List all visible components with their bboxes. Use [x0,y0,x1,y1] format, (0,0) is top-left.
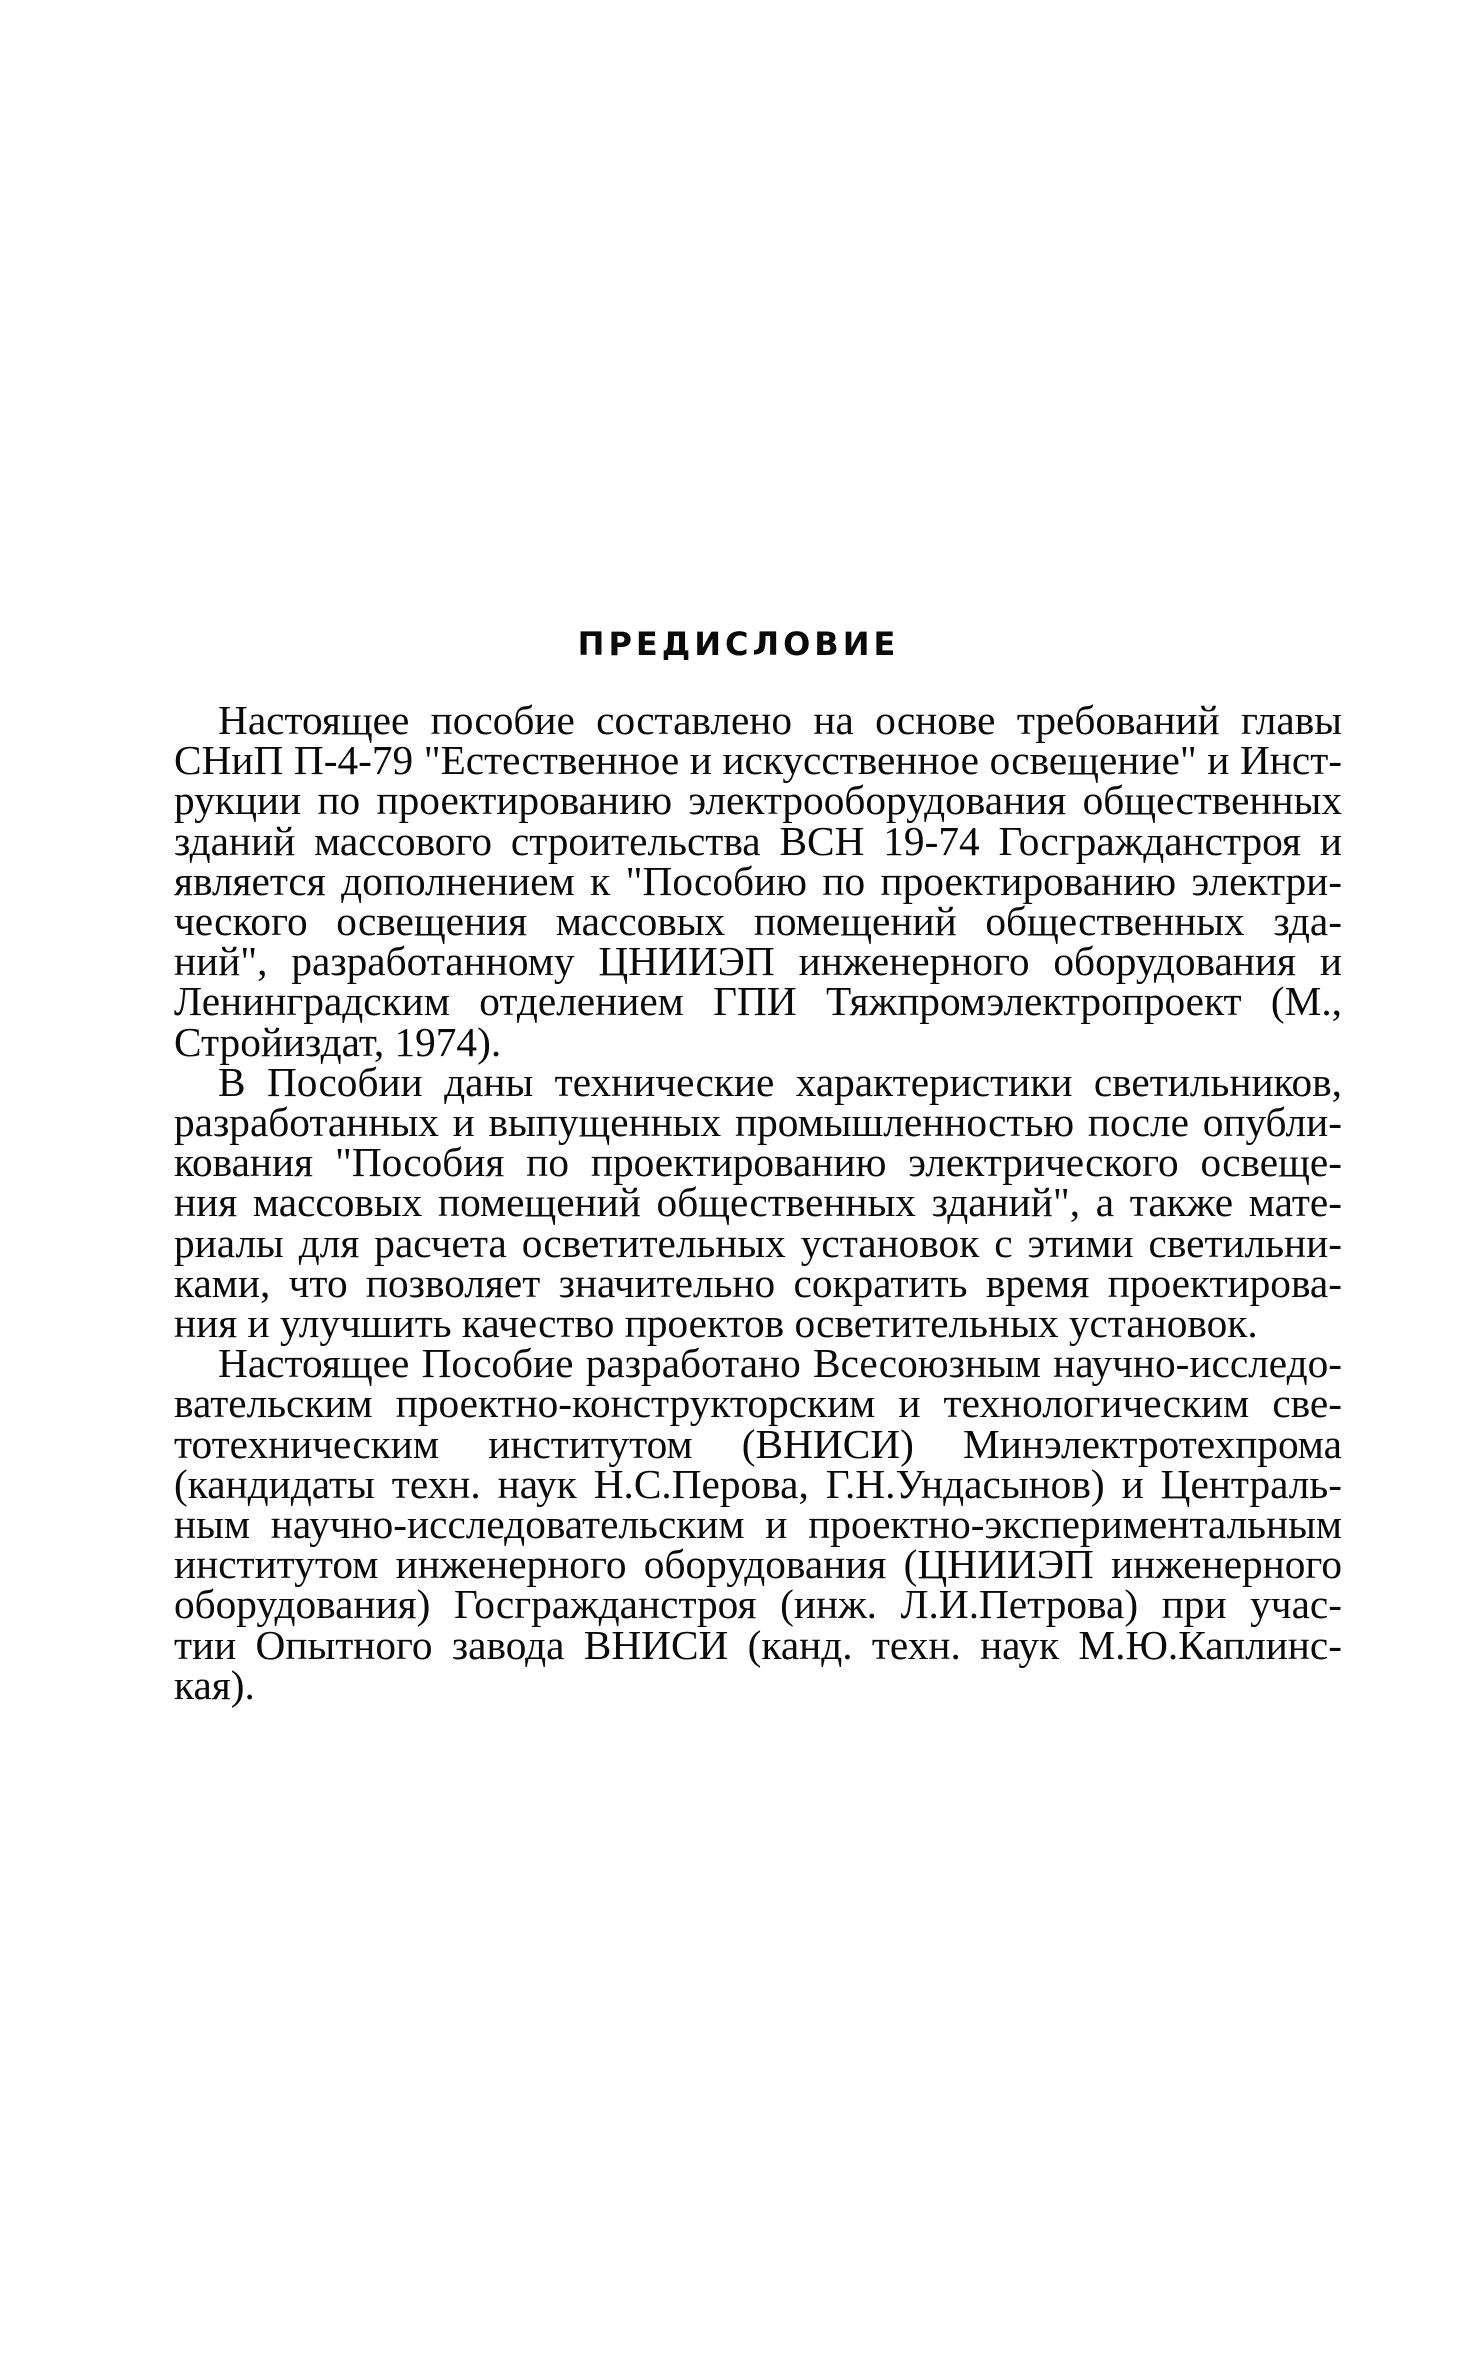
paragraph-3-line-4: (кандидаты техн. наук Н.С.Перова, Г.Н.Ундасынов) и Централь- [174,1460,1342,1507]
paragraph-2-line-1: В Пособии даны технические характеристики светильников, [218,1058,1342,1105]
paragraph-1-line-3: рукции по проектированию электрооборудования общественных [174,777,1342,824]
paragraph-3-line-9: кая). [174,1661,255,1708]
paragraph-2-line-5: риалы для расчета осветительных установок с этими светильни- [174,1219,1342,1266]
paragraph-3-line-2: вательским проектно-конструкторским и технологическим све- [174,1380,1342,1427]
paragraph-1-line-6: ческого освещения массовых помещений общественных зда- [174,898,1342,945]
paragraph-1-line-9: Стройиздат, 1974). [174,1018,502,1065]
paragraph-1-line-1: Настоящее пособие составлено на основе требований главы [218,697,1342,743]
paragraph-1-line-8: Ленинградским отделением ГПИ Тяжпромэлектропроект (М., [174,978,1342,1025]
paragraph-3-line-7: оборудования) Госгражданстроя (инж. Л.И.Петрова) при учас- [174,1581,1342,1628]
paragraph-1-line-2: СНиП П-4-79 "Естественное и искусственное освещение" и Инст- [174,737,1342,784]
paragraph-2-line-4: ния массовых помещений общественных зданий", а также мате- [174,1179,1342,1226]
paragraph-1-line-5: является дополнением к "Пособию по проектированию электри- [174,857,1342,904]
paragraph-2-line-2: разработанных и выпущенных промышленностью после опубли- [174,1099,1342,1146]
paragraph-3-line-6: институтом инженерного оборудования (ЦНИИЭП инженерного [174,1541,1342,1588]
paragraph-3-line-3: тотехническим институтом (ВНИСИ) Минэлектротехпрома [174,1420,1342,1467]
paragraph-2-line-3: кования "Пособия по проектированию электрического освеще- [174,1139,1342,1186]
body-text [174,697,1342,1708]
paragraph-1-line-4: зданий массового строительства ВСН 19-74 Госгражданстроя и [174,817,1342,864]
page-heading: ПРЕДИСЛОВИЕ [577,625,900,663]
paragraph-3-line-5: ным научно-исследовательским и проектно-экспериментальным [174,1501,1342,1548]
paragraph-2-line-6: ками, что позволяет значительно сократить время проектирова- [174,1259,1342,1306]
paragraph-3-line-1: Настоящее Пособие разработано Всесоюзным научно-исследо- [218,1340,1342,1387]
paragraph-2-line-7: ния и улучшить качество проектов осветительных установок. [174,1300,1258,1347]
paragraph-1-line-7: ний", разработанному ЦНИИЭП инженерного оборудования и [174,938,1342,985]
paragraph-3-line-8: тии Опытного завода ВНИСИ (канд. техн. наук М.Ю.Каплинс- [174,1621,1342,1668]
